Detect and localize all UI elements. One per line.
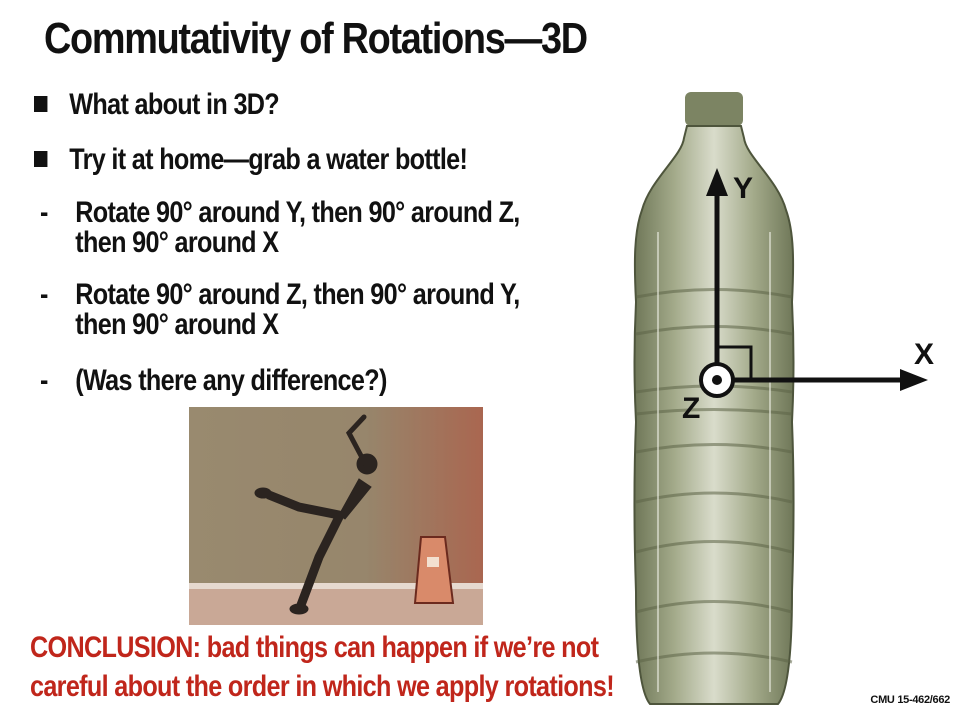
x-axis-arrowhead (900, 369, 928, 391)
water-bottle-diagram (628, 92, 960, 712)
x-axis-label: X (914, 338, 935, 371)
sub-bullet-item (40, 198, 520, 258)
bottle-cap (685, 92, 743, 126)
conclusion-line: CONCLUSION: bad things can happen if we’re not (30, 631, 599, 664)
y-axis-label: Y (733, 172, 754, 205)
z-axis-dot (712, 375, 722, 385)
bullet-item (34, 143, 467, 177)
sub-bullet-line: then 90° around X (75, 308, 279, 341)
square-bullet-icon (34, 151, 47, 167)
conclusion-text (30, 628, 614, 706)
bullet-text: Try it at home—grab a water bottle! (69, 143, 468, 176)
square-bullet-icon (34, 96, 47, 112)
sub-bullet-line: Rotate 90° around Y, then 90° around Z, (75, 196, 520, 229)
conclusion-line: careful about the order in which we apply rotations! (30, 670, 614, 703)
z-axis-label: Z (682, 392, 701, 425)
course-footer: CMU 15-462/662 (870, 694, 950, 706)
sub-bullet-item (40, 280, 520, 340)
slipping-person-photo (189, 407, 483, 625)
bullet-text: What about in 3D? (69, 88, 280, 121)
bullet-item (34, 88, 279, 122)
slide-title: Commutativity of Rotations—3D (44, 14, 587, 63)
sub-bullet-item (40, 366, 387, 396)
sub-bullet-line: (Was there any difference?) (75, 364, 387, 397)
sub-bullet-line: Rotate 90° around Z, then 90° around Y, (75, 278, 520, 311)
dash-marker: - (40, 196, 48, 229)
dash-marker: - (40, 364, 48, 397)
dash-marker: - (40, 278, 48, 311)
sub-bullet-line: then 90° around X (75, 226, 279, 259)
